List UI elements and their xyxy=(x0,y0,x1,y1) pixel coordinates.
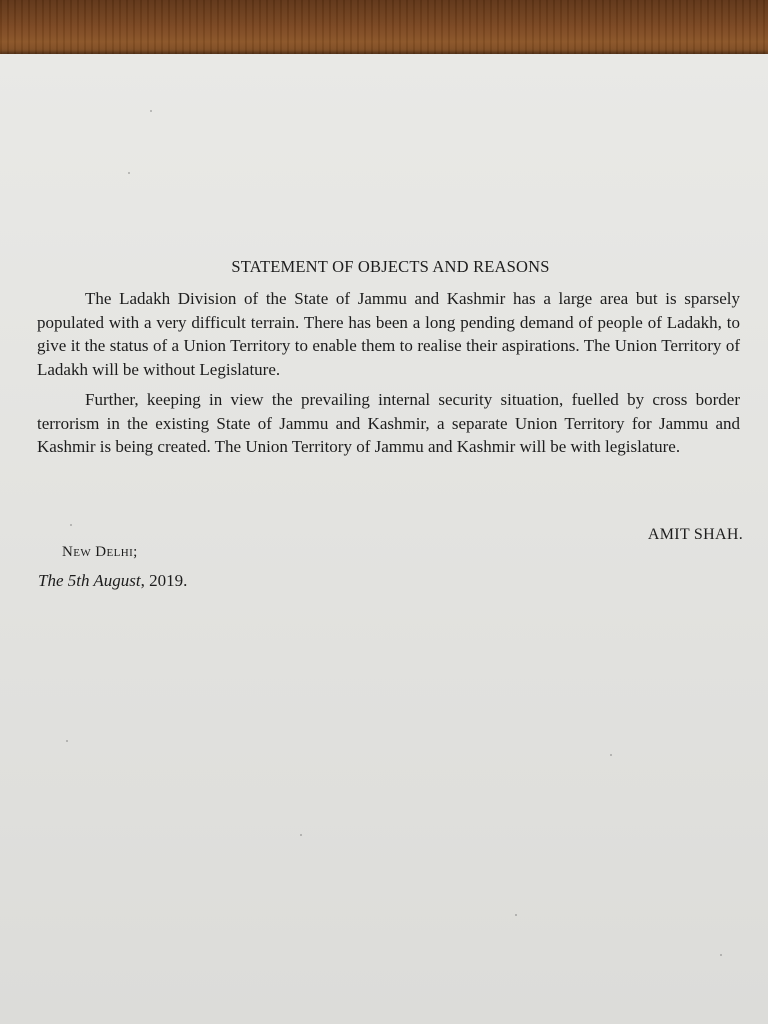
paper-speck xyxy=(66,740,68,742)
paper-speck xyxy=(610,754,612,756)
date-suffix: , 2019. xyxy=(140,571,188,590)
paper-speck xyxy=(128,172,130,174)
paragraph-ladakh: The Ladakh Division of the State of Jammu and Kashmir has a large area but is sparsely populated with a very difficult terrain. There has been a long pending demand of people of Ladakh, to give it the status of a Union Territory to enable them to realise their aspirations. The Union Territory of Ladakh will be without Legislature. xyxy=(37,289,740,379)
paper-speck xyxy=(515,914,517,916)
date-line xyxy=(38,569,187,592)
paper-speck xyxy=(150,110,152,112)
paragraph-jammu-kashmir: Further, keeping in view the prevailing internal security situation, fuelled by cross border terrorism in the existing State of Jammu and Kashmir, a separate Union Territory for Jammu and Kashmir is being created. The Union Territory of Jammu and Kashmir will be with legislature. xyxy=(37,390,740,456)
date-prefix: The 5th August xyxy=(38,571,141,590)
paper-speck xyxy=(720,954,722,956)
wood-grain-texture xyxy=(0,0,768,60)
paper-speck xyxy=(300,834,302,836)
place-line: New Delhi; xyxy=(62,544,138,560)
document-heading: STATEMENT OF OBJECTS AND REASONS xyxy=(231,257,550,276)
paper-speck xyxy=(70,524,72,526)
signatory-name: AMIT SHAH. xyxy=(647,526,743,543)
